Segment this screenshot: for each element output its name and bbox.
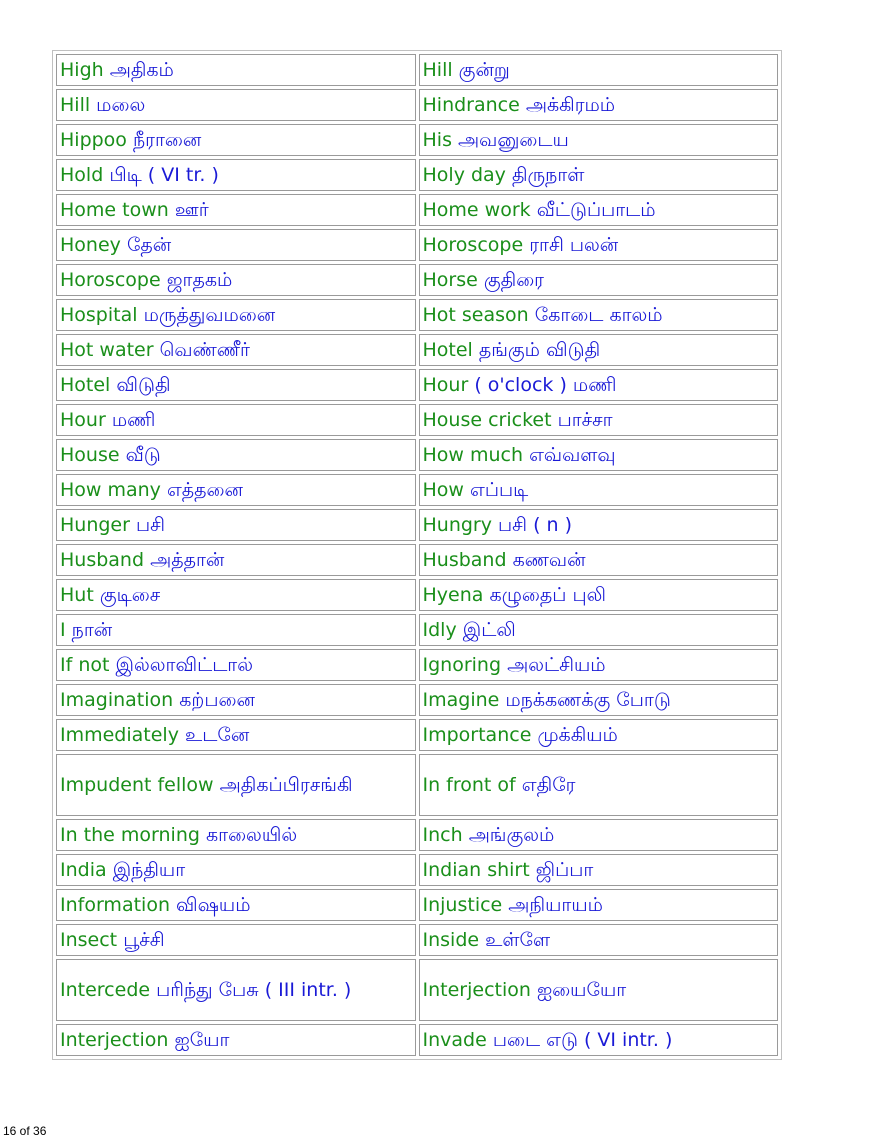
vocab-cell: [419, 54, 779, 86]
english-word: Home work: [422, 198, 531, 221]
english-word: Idly: [422, 618, 457, 641]
vocab-cell: [56, 889, 416, 921]
tamil-word: ( o'clock ) மணி: [474, 373, 617, 396]
english-word: I: [60, 618, 66, 641]
table-row: [56, 124, 778, 156]
english-word: His: [422, 128, 452, 151]
table-row: [56, 54, 778, 86]
tamil-word: குன்று: [458, 58, 510, 81]
vocab-cell: [56, 509, 416, 541]
table-row: [56, 299, 778, 331]
english-word: Immediately: [60, 723, 179, 746]
vocab-cell: [419, 299, 779, 331]
tamil-word: பிடி ( VI tr. ): [109, 163, 219, 186]
english-word: Injustice: [422, 893, 503, 916]
vocab-cell: [419, 754, 779, 816]
tamil-word: அங்குலம்: [468, 823, 555, 846]
tamil-word: எத்தனை: [166, 478, 243, 501]
vocab-cell: [56, 229, 416, 261]
table-row: [56, 369, 778, 401]
vocab-cell: [419, 579, 779, 611]
tamil-word: இட்லி: [462, 618, 516, 641]
table-row: [56, 649, 778, 681]
english-word: Horoscope: [422, 233, 524, 256]
tamil-word: வீடு: [125, 443, 161, 466]
vocab-cell: [56, 1024, 416, 1056]
tamil-word: எதிரே: [521, 773, 576, 796]
vocab-cell: [419, 509, 779, 541]
english-word: Hut: [60, 583, 94, 606]
english-word: Information: [60, 893, 170, 916]
vocab-cell: [56, 719, 416, 751]
vocab-cell: [56, 194, 416, 226]
tamil-word: பசி: [135, 513, 166, 536]
vocabulary-table: [52, 50, 782, 1060]
english-word: Interjection: [60, 1028, 169, 1051]
tamil-word: படை எடு ( VI intr. ): [492, 1028, 673, 1051]
table-row: [56, 194, 778, 226]
vocab-cell: [419, 159, 779, 191]
vocab-cell: [419, 614, 779, 646]
vocab-cell: [419, 229, 779, 261]
tamil-word: குதிரை: [483, 268, 544, 291]
tamil-word: மணி: [111, 408, 156, 431]
vocab-cell: [419, 124, 779, 156]
tamil-word: நான்: [71, 618, 113, 641]
tamil-word: அநியாயம்: [508, 893, 603, 916]
table-row: [56, 854, 778, 886]
table-row: [56, 924, 778, 956]
table-row: [56, 89, 778, 121]
english-word: How much: [422, 443, 524, 466]
vocab-cell: [56, 819, 416, 851]
tamil-word: மலை: [96, 93, 146, 116]
vocab-cell: [56, 299, 416, 331]
english-word: Hour: [60, 408, 106, 431]
vocab-cell: [56, 614, 416, 646]
vocab-cell: [419, 959, 779, 1021]
tamil-word: எவ்வளவு: [529, 443, 616, 466]
english-word: Hill: [60, 93, 91, 116]
table-row: [56, 719, 778, 751]
tamil-word: பரிந்து பேசு ( III intr. ): [156, 978, 352, 1001]
tamil-word: கணவன்: [512, 548, 586, 571]
english-word: Hill: [422, 58, 453, 81]
vocab-cell: [56, 959, 416, 1021]
english-word: Hotel: [422, 338, 473, 361]
tamil-word: பூச்சி: [123, 928, 165, 951]
vocab-cell: [419, 334, 779, 366]
vocab-cell: [56, 684, 416, 716]
vocab-cell: [56, 159, 416, 191]
tamil-word: வீட்டுப்பாடம்: [536, 198, 656, 221]
english-word: Hindrance: [422, 93, 520, 116]
vocab-cell: [419, 369, 779, 401]
table-row: [56, 509, 778, 541]
tamil-word: உடனே: [185, 723, 250, 746]
vocab-cell: [419, 924, 779, 956]
english-word: Holy day: [422, 163, 506, 186]
tamil-word: ஜாதகம்: [166, 268, 233, 291]
tamil-word: ஊர்: [174, 198, 209, 221]
english-word: Hungry: [422, 513, 492, 536]
tamil-word: வெண்ணீர்: [159, 338, 250, 361]
vocab-cell: [56, 854, 416, 886]
table-row: [56, 334, 778, 366]
vocab-cell: [56, 54, 416, 86]
vocab-cell: [56, 544, 416, 576]
english-word: Horse: [422, 268, 478, 291]
table-row: [56, 579, 778, 611]
tamil-word: இல்லாவிட்டால்: [115, 653, 254, 676]
table-row: [56, 959, 778, 1021]
tamil-word: கழுதைப் புலி: [489, 583, 606, 606]
table-row: [56, 614, 778, 646]
english-word: Ignoring: [422, 653, 502, 676]
vocab-cell: [56, 334, 416, 366]
tamil-word: விஷயம்: [176, 893, 251, 916]
english-word: Imagination: [60, 688, 174, 711]
vocab-cell: [56, 439, 416, 471]
table-row: [56, 754, 778, 816]
page-number: 16 of 36: [3, 1124, 47, 1138]
english-word: Home town: [60, 198, 169, 221]
english-word: Hotel: [60, 373, 111, 396]
english-word: Husband: [60, 548, 145, 571]
vocab-cell: [56, 369, 416, 401]
table-row: [56, 439, 778, 471]
english-word: House: [60, 443, 120, 466]
english-word: Hot season: [422, 303, 529, 326]
english-word: Hot water: [60, 338, 154, 361]
tamil-word: இந்தியா: [112, 858, 186, 881]
tamil-word: உள்ளே: [485, 928, 551, 951]
vocab-cell: [419, 649, 779, 681]
english-word: Hospital: [60, 303, 138, 326]
vocab-cell: [56, 649, 416, 681]
english-word: High: [60, 58, 104, 81]
vocab-cell: [56, 579, 416, 611]
vocab-cell: [56, 924, 416, 956]
table-row: [56, 684, 778, 716]
vocab-cell: [56, 89, 416, 121]
vocab-cell: [419, 194, 779, 226]
tamil-word: ராசி பலன்: [529, 233, 619, 256]
tamil-word: காலையில்: [206, 823, 298, 846]
tamil-word: பசி ( n ): [498, 513, 573, 536]
tamil-word: அலட்சியம்: [507, 653, 606, 676]
english-word: How: [422, 478, 464, 501]
english-word: Hippoo: [60, 128, 127, 151]
english-word: House cricket: [422, 408, 552, 431]
vocab-cell: [419, 264, 779, 296]
vocab-cell: [419, 544, 779, 576]
tamil-word: அத்தான்: [150, 548, 225, 571]
tamil-word: திருநாள்: [511, 163, 585, 186]
tamil-word: அக்கிரமம்: [525, 93, 616, 116]
vocab-cell: [419, 819, 779, 851]
english-word: Impudent fellow: [60, 773, 214, 796]
table-row: [56, 159, 778, 191]
vocab-cell: [419, 89, 779, 121]
english-word: How many: [60, 478, 161, 501]
tamil-word: எப்படி: [470, 478, 529, 501]
english-word: Hunger: [60, 513, 130, 536]
tamil-word: தேன்: [126, 233, 172, 256]
vocab-cell: [419, 684, 779, 716]
table-row: [56, 819, 778, 851]
vocab-cell: [419, 719, 779, 751]
tamil-word: ஐயோ: [174, 1028, 230, 1051]
english-word: If not: [60, 653, 110, 676]
tamil-word: விடுதி: [116, 373, 171, 396]
english-word: Insect: [60, 928, 118, 951]
english-word: Honey: [60, 233, 121, 256]
english-word: Inside: [422, 928, 480, 951]
vocabulary-table-body: [56, 54, 778, 1056]
vocab-cell: [419, 404, 779, 436]
tamil-word: நீரானை: [132, 128, 202, 151]
table-row: [56, 889, 778, 921]
english-word: Hour: [422, 373, 469, 396]
vocab-cell: [56, 264, 416, 296]
tamil-word: ஜிப்பா: [535, 858, 594, 881]
english-word: Horoscope: [60, 268, 161, 291]
english-word: Husband: [422, 548, 507, 571]
tamil-word: ஐயையோ: [536, 978, 627, 1001]
tamil-word: பாச்சா: [557, 408, 613, 431]
vocab-cell: [419, 1024, 779, 1056]
vocab-cell: [56, 404, 416, 436]
english-word: Imagine: [422, 688, 500, 711]
table-row: [56, 264, 778, 296]
tamil-word: தங்கும் விடுதி: [478, 338, 601, 361]
english-word: Importance: [422, 723, 532, 746]
vocab-cell: [419, 889, 779, 921]
table-row: [56, 229, 778, 261]
vocab-cell: [419, 854, 779, 886]
english-word: Hold: [60, 163, 104, 186]
tamil-word: முக்கியம்: [537, 723, 618, 746]
tamil-word: மருத்துவமனை: [143, 303, 276, 326]
table-row: [56, 544, 778, 576]
tamil-word: அதிகம்: [109, 58, 174, 81]
english-word: India: [60, 858, 107, 881]
table-row: [56, 474, 778, 506]
english-word: Indian shirt: [422, 858, 530, 881]
english-word: Hyena: [422, 583, 484, 606]
vocab-cell: [419, 439, 779, 471]
vocab-cell: [56, 754, 416, 816]
english-word: In front of: [422, 773, 516, 796]
tamil-word: அவனுடைய: [458, 128, 569, 151]
english-word: In the morning: [60, 823, 200, 846]
english-word: Invade: [422, 1028, 487, 1051]
vocab-cell: [56, 474, 416, 506]
vocab-cell: [56, 124, 416, 156]
tamil-word: அதிகப்பிரசங்கி: [219, 773, 353, 796]
tamil-word: மநக்கணக்கு போடு: [505, 688, 671, 711]
table-row: [56, 404, 778, 436]
vocab-cell: [419, 474, 779, 506]
tamil-word: கோடை காலம்: [534, 303, 663, 326]
english-word: Intercede: [60, 978, 151, 1001]
tamil-word: குடிசை: [99, 583, 161, 606]
english-word: Inch: [422, 823, 463, 846]
english-word: Interjection: [422, 978, 531, 1001]
table-row: [56, 1024, 778, 1056]
tamil-word: கற்பனை: [179, 688, 255, 711]
